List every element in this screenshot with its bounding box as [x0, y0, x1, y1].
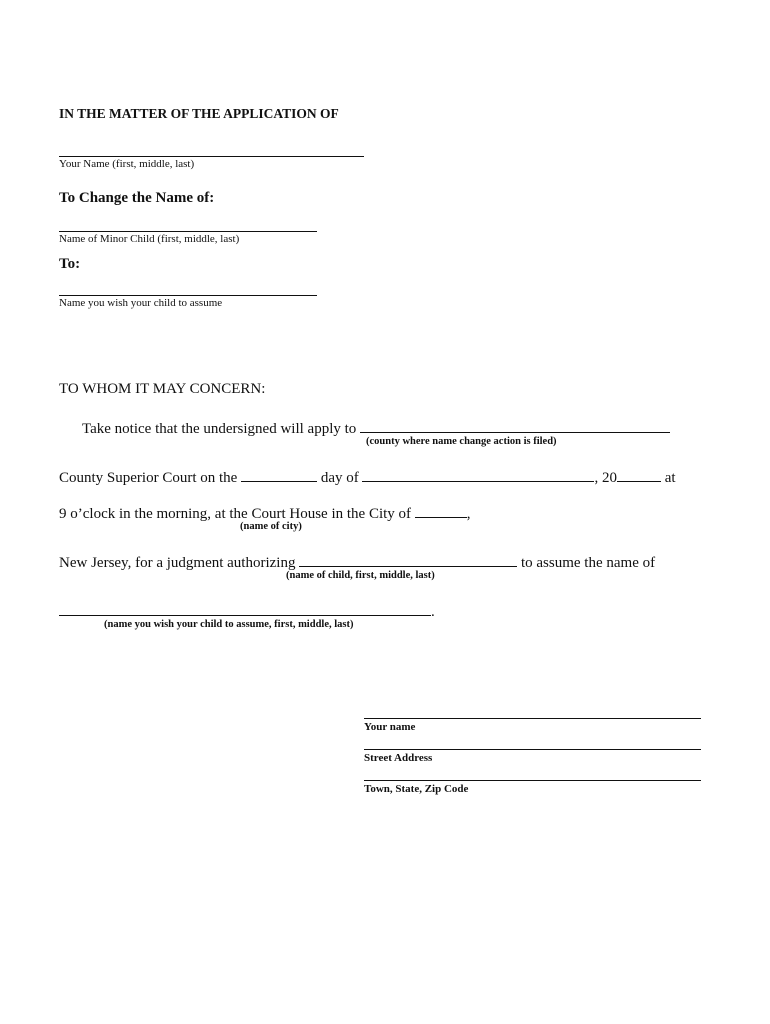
notice-line-3-a: 9 o’clock in the morning, at the Court House in the City of: [59, 506, 412, 522]
assume-name-label: Name you wish your child to assume: [59, 297, 223, 309]
child-name-blank[interactable]: [299, 552, 517, 567]
caption-title: IN THE MATTER OF THE APPLICATION OF: [59, 106, 339, 121]
month-blank[interactable]: [362, 467, 594, 482]
notice-line-4-a: New Jersey, for a judgment authorizing: [59, 555, 296, 571]
new-name-caption: (name you wish your child to assume, first, middle, last): [104, 619, 354, 630]
notice-line-3: [59, 503, 471, 523]
notice-line-4-b: to assume the name of: [520, 555, 656, 571]
day-blank[interactable]: [241, 467, 317, 482]
town-state-zip-label: Town, State, Zip Code: [364, 783, 469, 795]
notice-line-1-text: Take notice that the undersigned will apply to: [82, 421, 357, 437]
street-address-label: Street Address: [364, 752, 433, 764]
street-address-line[interactable]: [364, 749, 701, 750]
your-name-line[interactable]: [59, 156, 364, 157]
notice-line-5-end: .: [431, 604, 435, 620]
county-blank[interactable]: [360, 418, 670, 433]
notice-line-1: [82, 418, 670, 438]
notice-line-2-c: , 20: [594, 470, 617, 486]
notice-line-4: [59, 552, 655, 572]
notice-line-2-a: County Superior Court on the: [59, 470, 238, 486]
child-name-caption: (name of child, first, middle, last): [286, 570, 435, 581]
town-state-zip-line[interactable]: [364, 780, 701, 781]
county-caption: (county where name change action is filed): [366, 436, 557, 447]
notice-line-2-b: day of: [320, 470, 359, 486]
assume-name-line[interactable]: [59, 295, 317, 296]
salutation: TO WHOM IT MAY CONCERN:: [59, 381, 266, 397]
city-blank[interactable]: [415, 503, 467, 518]
notice-line-3-b: ,: [466, 506, 471, 522]
minor-child-name-line[interactable]: [59, 231, 317, 232]
minor-child-name-label: Name of Minor Child (first, middle, last): [59, 233, 240, 245]
year-blank[interactable]: [617, 467, 661, 482]
to-heading: To:: [59, 256, 81, 272]
new-name-blank[interactable]: [59, 601, 431, 616]
notice-line-2-d: at: [664, 470, 676, 486]
your-name-signature-label: Your name: [364, 721, 416, 733]
notice-line-2: [59, 467, 676, 487]
notice-line-5: [59, 601, 435, 621]
change-name-heading: To Change the Name of:: [59, 190, 215, 206]
your-name-label: Your Name (first, middle, last): [59, 158, 195, 170]
city-caption: (name of city): [240, 521, 302, 532]
your-name-signature-line[interactable]: [364, 718, 701, 719]
